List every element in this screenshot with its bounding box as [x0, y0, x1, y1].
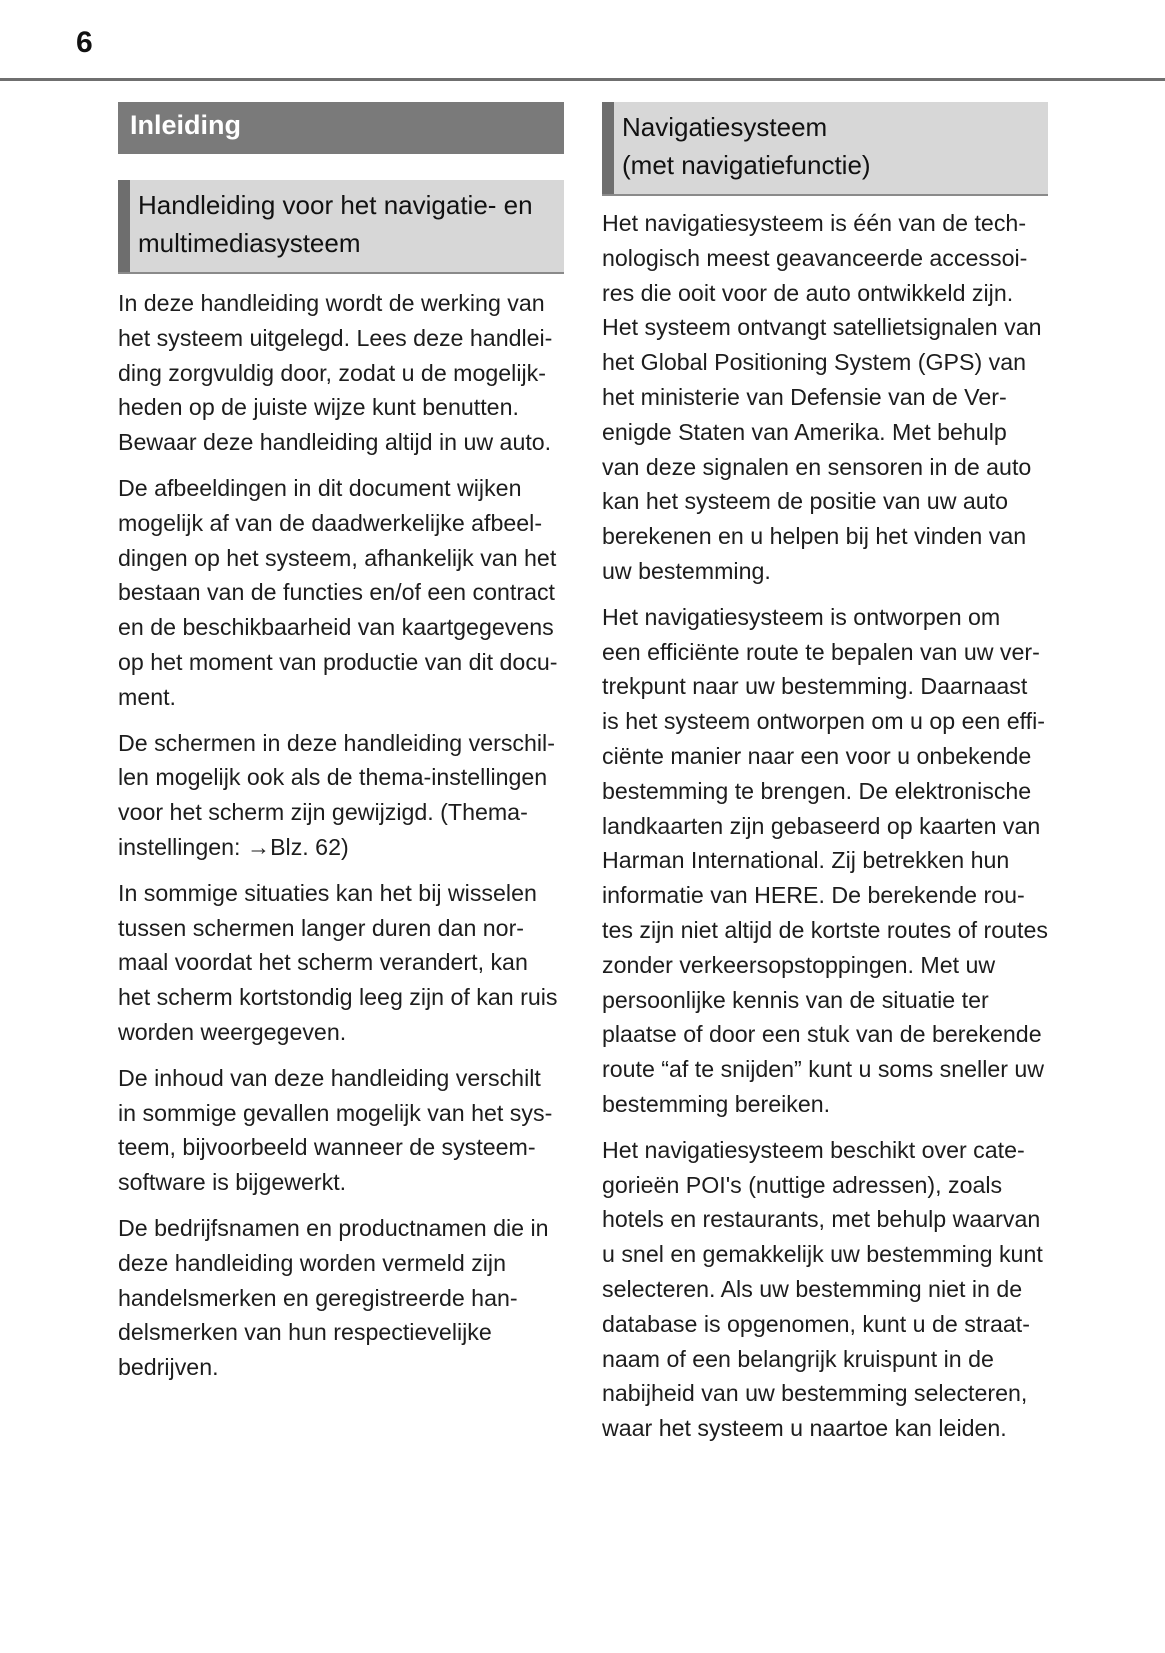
text-line: Het systeem ontvangt satellietsignalen van [602, 314, 1042, 341]
section-title-bar: Inleiding [118, 102, 564, 154]
text-line: bestemming bereiken. [602, 1090, 831, 1117]
header-rule [0, 78, 1165, 81]
text-line: uw bestemming. [602, 557, 771, 584]
text-line: naam of een belangrijk kruispunt in de [602, 1345, 994, 1372]
text-line: ding zorgvuldig door, zodat u de mogelijk- [118, 359, 546, 386]
text-line: tussen schermen langer duren dan nor- [118, 914, 525, 941]
text-line: Harman International. Zij betrekken hun [602, 847, 1010, 874]
text-line: het ministerie van Defensie van de Ver- [602, 383, 1007, 410]
text-line: In deze handleiding wordt de werking van [118, 290, 545, 316]
text-line: heden op de juiste wijze kunt benutten. [118, 394, 519, 421]
text-line: in sommige gevallen mogelijk van het sys- [118, 1099, 553, 1126]
paragraph [118, 286, 564, 460]
text-line: u snel en gemakkelijk uw bestemming kunt [602, 1241, 1043, 1268]
text-line: software is bijgewerkt. [118, 1169, 347, 1196]
text-line: voor het scherm zijn gewijzigd. (Thema- [118, 799, 528, 826]
subheading-line: Navigatiesysteem [622, 112, 828, 142]
text-line: waar het systeem u naartoe kan leiden. [602, 1415, 1007, 1442]
text-line: Het navigatiesysteem is één van de tech- [602, 210, 1027, 236]
text-line: maal voordat het scherm verandert, kan [118, 949, 528, 976]
text-line: Het navigatiesysteem beschikt over cate- [602, 1136, 1025, 1163]
text-line: tes zijn niet altijd de kortste routes of routes [602, 916, 1048, 943]
paragraph [118, 876, 564, 1050]
text-line: ment. [118, 683, 176, 710]
paragraph [118, 471, 564, 715]
subheading-line: multimediasysteem [138, 228, 361, 258]
text-line: De inhoud van deze handleiding verschilt [118, 1064, 541, 1091]
text-line: dingen op het systeem, afhankelijk van het [118, 544, 557, 571]
text-line: bedrijven. [118, 1354, 219, 1381]
text-line: is het systeem ontworpen om u op een effi- [602, 708, 1045, 735]
subheading-navigation [602, 102, 1048, 196]
text-line: bestemming te brengen. De elektronische [602, 777, 1032, 804]
text-line: worden weergegeven. [118, 1018, 347, 1045]
paragraph [602, 206, 1048, 589]
text-line: route “af te snijden” kunt u soms sneller uw [602, 1056, 1045, 1083]
text-line: het Global Positioning System (GPS) van [602, 349, 1027, 376]
right-column [602, 102, 1048, 1457]
text-line: deze handleiding worden vermeld zijn [118, 1249, 506, 1276]
subheading-manual [118, 180, 564, 274]
text-line: bestaan van de functies en/of een contract [118, 579, 555, 606]
text-line: enigde Staten van Amerika. Met behulp [602, 418, 1007, 445]
text-line: len mogelijk ook als de thema-instellingen [118, 764, 548, 791]
text-line: kan het systeem de positie van uw auto [602, 488, 1009, 515]
text-line: handelsmerken en geregistreerde han- [118, 1284, 518, 1311]
text-line: In sommige situaties kan het bij wisselen [118, 879, 537, 906]
text-line: nologisch meest geavanceerde accessoi- [602, 244, 1028, 271]
text-line: op het moment van productie van dit docu- [118, 648, 558, 675]
paragraph [602, 1133, 1048, 1446]
text-line: een efficiënte route te bepalen van uw ver- [602, 638, 1040, 665]
text-line: trekpunt naar uw bestemming. Daarnaast [602, 673, 1028, 700]
text-line: Het navigatiesysteem is ontworpen om [602, 603, 1001, 630]
page-number: 6 [76, 26, 93, 59]
paragraph [118, 1211, 564, 1385]
subheading-line: Handleiding voor het navigatie- en [138, 190, 533, 220]
page-reference[interactable]: instellingen: →Blz. 62) [118, 833, 349, 860]
text-line: gorieën POI's (nuttige adressen), zoals [602, 1171, 1003, 1198]
text-line: persoonlijke kennis van de situatie ter [602, 986, 989, 1013]
text-line: database is opgenomen, kunt u de straat- [602, 1310, 1030, 1337]
text-line: selecteren. Als uw bestemming niet in de [602, 1275, 1023, 1302]
text-line: en de beschikbaarheid van kaartgegevens [118, 614, 554, 641]
text-line: het systeem uitgelegd. Lees deze handlei- [118, 324, 553, 351]
text-line: plaatse of door een stuk van de berekende [602, 1021, 1042, 1048]
paragraph [118, 1061, 564, 1200]
text-line: informatie van HERE. De berekende rou- [602, 882, 1025, 909]
text-line: ciënte manier naar een voor u onbekende [602, 742, 1032, 769]
text-line: nabijheid van uw bestemming selecteren, [602, 1380, 1028, 1407]
text-line: hotels en restaurants, met behulp waarvan [602, 1206, 1041, 1233]
paragraph [118, 726, 564, 865]
text-line: zonder verkeersopstoppingen. Met uw [602, 951, 996, 978]
text-line: van deze signalen en sensoren in de auto [602, 453, 1032, 480]
paragraph [602, 600, 1048, 1122]
text-line: De afbeeldingen in dit document wijken [118, 474, 522, 501]
text-line: Bewaar deze handleiding altijd in uw auto. [118, 429, 552, 456]
text-line: berekenen en u helpen bij het vinden van [602, 523, 1027, 550]
text-line: mogelijk af van de daadwerkelijke afbeel- [118, 509, 543, 536]
text-line: res die ooit voor de auto ontwikkeld zijn. [602, 279, 1014, 306]
text-line: delsmerken van hun respectievelijke [118, 1319, 492, 1346]
text-line: teem, bijvoorbeeld wanneer de systeem- [118, 1134, 536, 1161]
left-column [118, 102, 564, 1396]
text-line: De schermen in deze handleiding verschil- [118, 729, 555, 756]
text-line: het scherm kortstondig leeg zijn of kan ruis [118, 984, 558, 1011]
text-line: landkaarten zijn gebaseerd op kaarten van [602, 812, 1041, 839]
subheading-line: (met navigatiefunctie) [622, 150, 871, 180]
text-line: De bedrijfsnamen en productnamen die in [118, 1214, 549, 1241]
